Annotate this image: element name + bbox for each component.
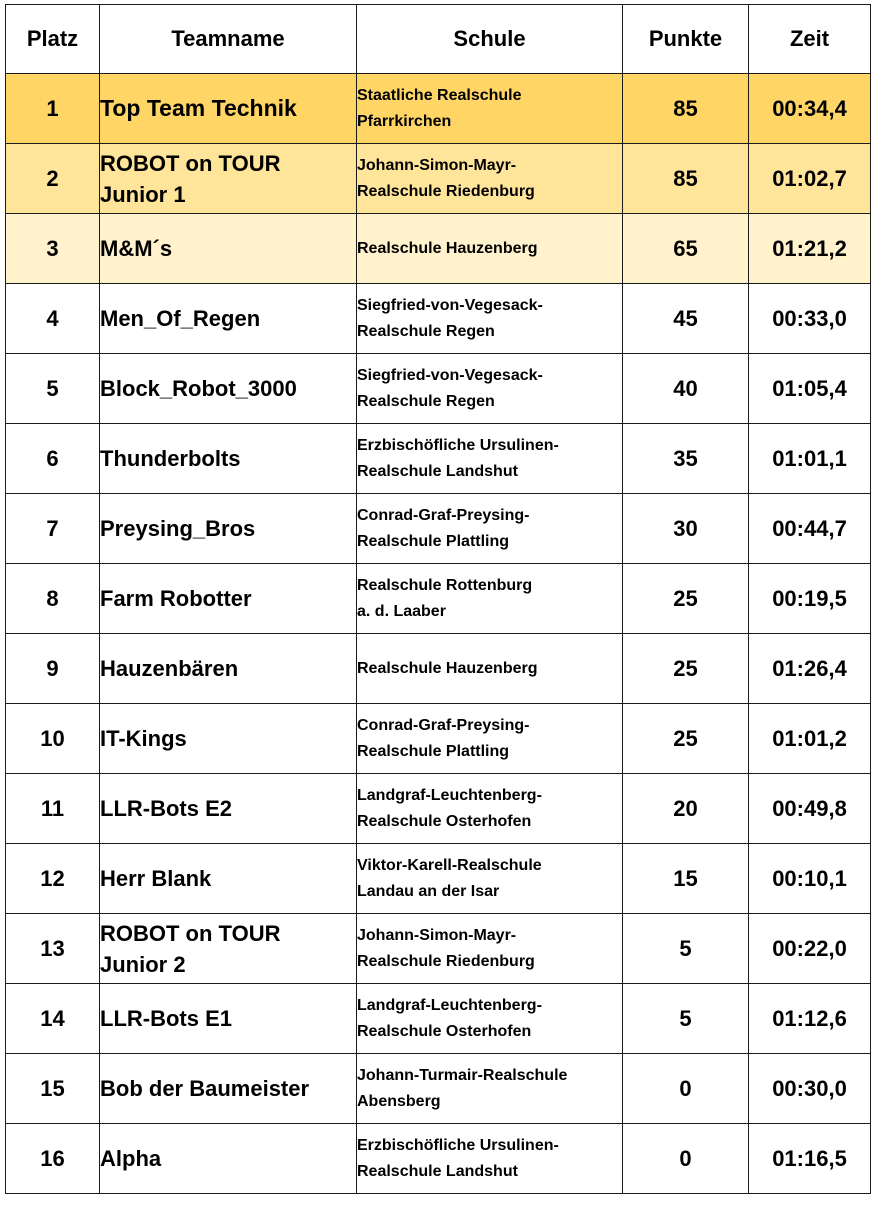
header-platz: Platz xyxy=(6,5,100,74)
zeit-cell: 01:01,2 xyxy=(749,704,871,774)
zeit-cell: 00:19,5 xyxy=(749,564,871,634)
schule-line: Realschule Hauzenberg xyxy=(357,239,538,257)
schule-cell xyxy=(357,774,623,844)
teamname-cell xyxy=(100,494,357,564)
schule-line: Conrad-Graf-Preysing- xyxy=(357,506,530,524)
platz-cell: 15 xyxy=(6,1054,100,1124)
punkte-cell: 25 xyxy=(623,704,749,774)
schule-line: Realschule Landshut xyxy=(357,462,518,480)
platz-cell: 1 xyxy=(6,74,100,144)
team-line: Preysing_Bros xyxy=(100,516,256,541)
schule-line: Pfarrkirchen xyxy=(357,112,452,130)
schule-line: Siegfried-von-Vegesack- xyxy=(357,296,543,314)
table-row xyxy=(6,354,871,424)
punkte-cell: 0 xyxy=(623,1054,749,1124)
platz-cell: 7 xyxy=(6,494,100,564)
table-row xyxy=(6,774,871,844)
team-line: Farm Robotter xyxy=(100,586,252,611)
teamname-cell xyxy=(100,1054,357,1124)
schule-line: Realschule Plattling xyxy=(357,532,510,550)
schule-cell xyxy=(357,1054,623,1124)
punkte-cell: 5 xyxy=(623,984,749,1054)
schule-cell xyxy=(357,284,623,354)
schule-cell xyxy=(357,914,623,984)
schule-line: Viktor-Karell-Realschule xyxy=(357,856,542,874)
table-row xyxy=(6,984,871,1054)
schule-cell xyxy=(357,634,623,704)
punkte-cell: 5 xyxy=(623,914,749,984)
table-row xyxy=(6,1054,871,1124)
teamname-cell xyxy=(100,144,357,214)
table-row xyxy=(6,704,871,774)
zeit-cell: 01:26,4 xyxy=(749,634,871,704)
table-row xyxy=(6,284,871,354)
punkte-cell: 45 xyxy=(623,284,749,354)
punkte-cell: 85 xyxy=(623,74,749,144)
team-line: M&M´s xyxy=(100,236,173,261)
team-line: Bob der Baumeister xyxy=(100,1076,310,1101)
zeit-cell: 00:34,4 xyxy=(749,74,871,144)
teamname-cell xyxy=(100,284,357,354)
zeit-cell: 00:30,0 xyxy=(749,1054,871,1124)
schule-cell xyxy=(357,354,623,424)
table-row xyxy=(6,844,871,914)
teamname-cell xyxy=(100,914,357,984)
team-line: LLR-Bots E2 xyxy=(100,796,232,821)
platz-cell: 13 xyxy=(6,914,100,984)
header-zeit: Zeit xyxy=(749,5,871,74)
zeit-cell: 01:16,5 xyxy=(749,1124,871,1194)
punkte-cell: 30 xyxy=(623,494,749,564)
schule-line: Conrad-Graf-Preysing- xyxy=(357,716,530,734)
team-line: Hauzenbären xyxy=(100,656,239,681)
schule-cell xyxy=(357,704,623,774)
team-line: ROBOT on TOUR xyxy=(100,920,281,946)
schule-line: Johann-Simon-Mayr- xyxy=(357,926,517,944)
platz-cell: 11 xyxy=(6,774,100,844)
schule-line: Landau an der Isar xyxy=(357,882,500,900)
teamname-cell xyxy=(100,634,357,704)
results-table xyxy=(5,4,871,1194)
schule-cell xyxy=(357,844,623,914)
schule-line: Realschule Plattling xyxy=(357,742,510,760)
table-row xyxy=(6,74,871,144)
team-line: Men_Of_Regen xyxy=(100,306,261,331)
schule-line: Realschule Rottenburg xyxy=(357,576,533,594)
team-line: ROBOT on TOUR xyxy=(100,150,281,176)
punkte-cell: 0 xyxy=(623,1124,749,1194)
team-line: IT-Kings xyxy=(100,726,187,751)
table-row xyxy=(6,564,871,634)
platz-cell: 14 xyxy=(6,984,100,1054)
schule-line: Realschule Regen xyxy=(357,392,495,410)
teamname-cell xyxy=(100,774,357,844)
table-row xyxy=(6,1124,871,1194)
schule-line: Landgraf-Leuchtenberg- xyxy=(357,996,542,1014)
schule-line: a. d. Laaber xyxy=(357,602,446,620)
teamname-cell xyxy=(100,1124,357,1194)
zeit-cell: 01:01,1 xyxy=(749,424,871,494)
platz-cell: 2 xyxy=(6,144,100,214)
team-line: Junior 1 xyxy=(100,181,186,207)
header-row xyxy=(6,5,871,74)
schule-cell xyxy=(357,1124,623,1194)
table-row xyxy=(6,144,871,214)
table-body xyxy=(6,74,871,1194)
schule-cell xyxy=(357,984,623,1054)
header-schule: Schule xyxy=(357,5,623,74)
schule-line: Erzbischöfliche Ursulinen- xyxy=(357,1136,559,1154)
schule-line: Staatliche Realschule xyxy=(357,86,522,104)
teamname-cell xyxy=(100,844,357,914)
teamname-cell xyxy=(100,214,357,284)
punkte-cell: 35 xyxy=(623,424,749,494)
team-line: Alpha xyxy=(100,1146,162,1171)
platz-cell: 6 xyxy=(6,424,100,494)
zeit-cell: 01:05,4 xyxy=(749,354,871,424)
schule-line: Landgraf-Leuchtenberg- xyxy=(357,786,542,804)
punkte-cell: 25 xyxy=(623,564,749,634)
schule-line: Abensberg xyxy=(357,1092,441,1110)
punkte-cell: 85 xyxy=(623,144,749,214)
zeit-cell: 00:10,1 xyxy=(749,844,871,914)
teamname-cell xyxy=(100,424,357,494)
schule-line: Realschule Landshut xyxy=(357,1162,518,1180)
zeit-cell: 01:02,7 xyxy=(749,144,871,214)
schule-line: Realschule Regen xyxy=(357,322,495,340)
platz-cell: 16 xyxy=(6,1124,100,1194)
table-row xyxy=(6,494,871,564)
teamname-cell xyxy=(100,354,357,424)
schule-cell xyxy=(357,564,623,634)
platz-cell: 8 xyxy=(6,564,100,634)
schule-line: Johann-Simon-Mayr- xyxy=(357,156,517,174)
punkte-cell: 15 xyxy=(623,844,749,914)
table-row xyxy=(6,214,871,284)
schule-line: Realschule Hauzenberg xyxy=(357,659,538,677)
platz-cell: 12 xyxy=(6,844,100,914)
schule-line: Realschule Osterhofen xyxy=(357,1022,532,1040)
teamname-cell xyxy=(100,564,357,634)
schule-cell xyxy=(357,74,623,144)
zeit-cell: 00:33,0 xyxy=(749,284,871,354)
team-line: LLR-Bots E1 xyxy=(100,1006,232,1031)
header-teamname: Teamname xyxy=(100,5,357,74)
team-line: Herr Blank xyxy=(100,866,212,891)
platz-cell: 3 xyxy=(6,214,100,284)
platz-cell: 5 xyxy=(6,354,100,424)
teamname-cell xyxy=(100,74,357,144)
zeit-cell: 00:49,8 xyxy=(749,774,871,844)
teamname-cell xyxy=(100,704,357,774)
team-line: Top Team Technik xyxy=(100,95,297,121)
schule-line: Realschule Osterhofen xyxy=(357,812,532,830)
team-line: Block_Robot_3000 xyxy=(100,376,297,401)
platz-cell: 10 xyxy=(6,704,100,774)
punkte-cell: 20 xyxy=(623,774,749,844)
schule-line: Realschule Riedenburg xyxy=(357,952,535,970)
schule-cell xyxy=(357,214,623,284)
punkte-cell: 65 xyxy=(623,214,749,284)
team-line: Junior 2 xyxy=(100,951,186,977)
platz-cell: 4 xyxy=(6,284,100,354)
schule-line: Realschule Riedenburg xyxy=(357,182,535,200)
schule-line: Siegfried-von-Vegesack- xyxy=(357,366,543,384)
table-row xyxy=(6,914,871,984)
punkte-cell: 40 xyxy=(623,354,749,424)
header-punkte: Punkte xyxy=(623,5,749,74)
table-row xyxy=(6,424,871,494)
zeit-cell: 01:21,2 xyxy=(749,214,871,284)
schule-cell xyxy=(357,424,623,494)
zeit-cell: 00:22,0 xyxy=(749,914,871,984)
team-line: Thunderbolts xyxy=(100,446,241,471)
zeit-cell: 01:12,6 xyxy=(749,984,871,1054)
platz-cell: 9 xyxy=(6,634,100,704)
teamname-cell xyxy=(100,984,357,1054)
schule-line: Johann-Turmair-Realschule xyxy=(357,1066,568,1084)
schule-cell xyxy=(357,144,623,214)
schule-cell xyxy=(357,494,623,564)
table-row xyxy=(6,634,871,704)
zeit-cell: 00:44,7 xyxy=(749,494,871,564)
punkte-cell: 25 xyxy=(623,634,749,704)
schule-line: Erzbischöfliche Ursulinen- xyxy=(357,436,559,454)
